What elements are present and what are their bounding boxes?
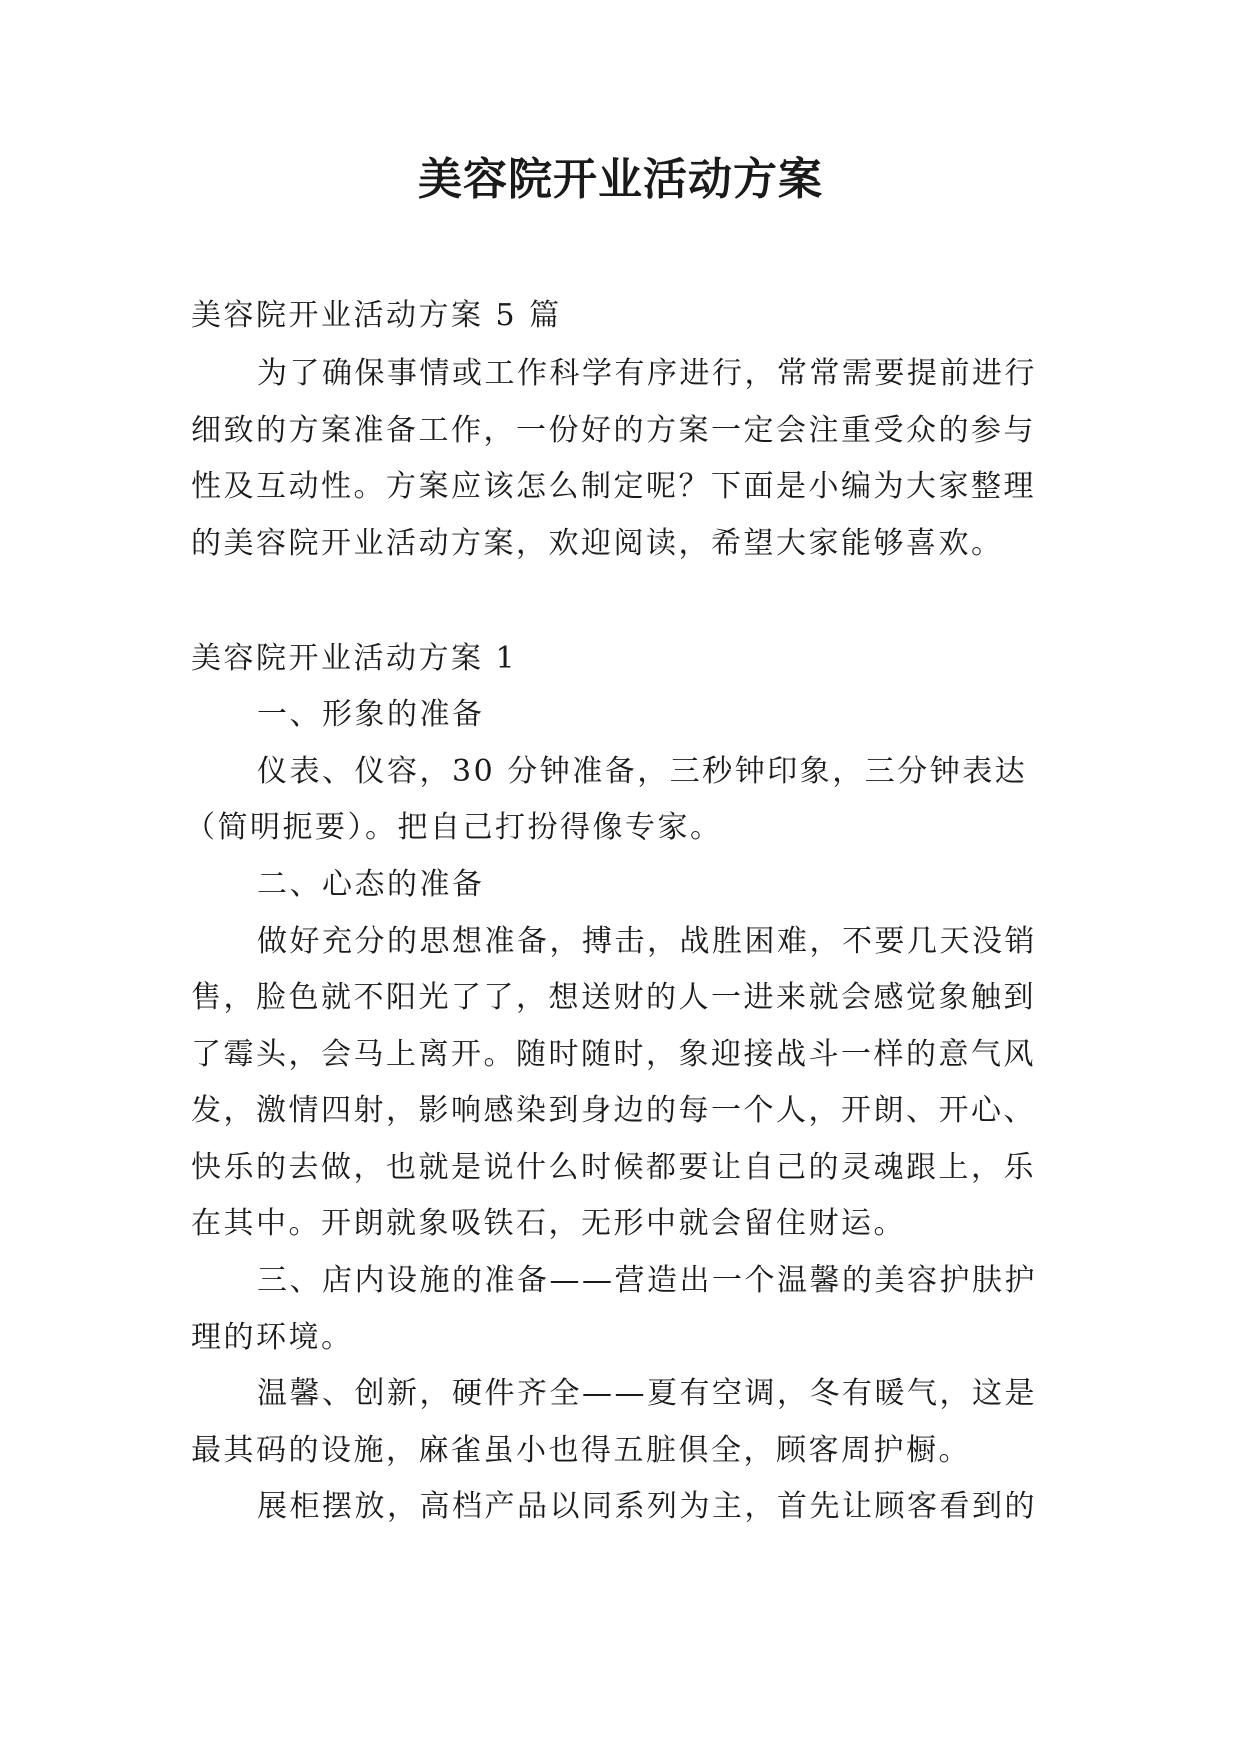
body-line: 做好充分的思想准备，搏击，战胜困难，不要几天没销: [257, 924, 1037, 959]
section-heading: 美容院开业活动方案 1: [191, 641, 518, 676]
body-line: 最其码的设施，麻雀虽小也得五脏俱全，顾客周护橱。: [191, 1433, 971, 1468]
body-line: 快乐的去做，也就是说什么时候都要让自己的灵魂跟上，乐: [191, 1150, 1036, 1185]
subtitle-line: 美容院开业活动方案 5 篇: [191, 298, 562, 333]
subsection-heading: 三、店内设施的准备——营造出一个温馨的美容护肤护: [257, 1263, 1037, 1298]
intro-line: 为了确保事情或工作科学有序进行，常常需要提前进行: [257, 356, 1037, 391]
body-line: （简明扼要）。把自己打扮得像专家。: [185, 810, 723, 845]
intro-line: 细致的方案准备工作，一份好的方案一定会注重受众的参与: [191, 413, 1036, 448]
intro-line: 性及互动性。方案应该怎么制定呢？下面是小编为大家整理: [191, 469, 1036, 504]
body-line: 售，脸色就不阳光了了，想送财的人一进来就会感觉象触到: [191, 980, 1036, 1015]
body-line: 发，激情四射，影响感染到身边的每一个人，开朗、开心、: [191, 1093, 1036, 1128]
intro-line: 的美容院开业活动方案，欢迎阅读，希望大家能够喜欢。: [191, 526, 1004, 561]
body-line: 仪表、仪容，30 分钟准备，三秒钟印象，三分钟表达: [257, 754, 1028, 789]
body-line: 展柜摆放，高档产品以同系列为主，首先让顾客看到的: [257, 1489, 1037, 1524]
body-line: 了霉头，会马上离开。随时随时，象迎接战斗一样的意气风: [191, 1037, 1036, 1072]
subsection-heading: 一、形象的准备: [257, 697, 485, 732]
document-title: 美容院开业活动方案: [418, 154, 823, 205]
subsection-heading: 二、心态的准备: [257, 867, 485, 902]
body-line: 理的环境。: [191, 1320, 354, 1355]
body-line: 在其中。开朗就象吸铁石，无形中就会留住财运。: [191, 1206, 906, 1241]
body-line: 温馨、创新，硬件齐全——夏有空调，冬有暖气，这是: [257, 1376, 1037, 1411]
